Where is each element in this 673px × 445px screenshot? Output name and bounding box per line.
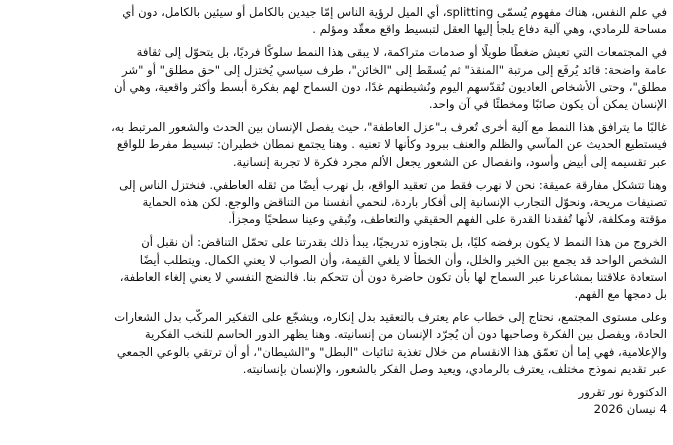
text-line: الحادة، ويفصل بين الفكرة وصاحبها دون أن يُجرّد الإنسان من إنسانيته. وهنا يظهر الدور الحاسم للنخب الفكرية [144, 327, 667, 342]
text-line: فيستطيع الحديث عن المآسي والظلم والعنف ببرود وكأنها لا تعنيه . وهنا يجتمع نمطان خطيران: تبسيط مفرط للواقع [116, 137, 667, 152]
text-line: في المجتمعات التي تعيش ضغطًا طويلًا أو صدمات متراكمة، لا يبقى هذا النمط سلوكًا فرديًا، بل يتحوّل إلى ثقافة [136, 45, 667, 60]
text-line: استعادة علاقتنا بمشاعرنا عبر السماح لها بأن تكون حاضرة دون أن تتحكم بنا. فالنضج النفسي لا يعني إلغاء العاطفة، [119, 269, 667, 284]
paragraph [6, 177, 667, 229]
text-line: عامة واضحة: قائد يُرفَع إلى مرتبة "المنقذ" ثم يُسقَط إلى "الخائن"، طرف سياسي يُختزل إلى "حق مطلق" أو "شر [122, 62, 667, 77]
publish-date: 4 نيسان 2026 [593, 402, 667, 417]
paragraph [6, 309, 667, 378]
article-body [6, 4, 667, 378]
paragraph [6, 4, 667, 38]
text-line: وعلى مستوى المجتمع، نحتاج إلى خطاب عام يعترف بالتعقيد بدل إنكاره، ويشجّع على التفكير المركّب بدل الشعارات [114, 310, 667, 325]
signature-block [6, 384, 667, 418]
text-line: غالبًا ما يترافق هذا النمط مع آلية أخرى تُعرف بـ"عزل العاطفة"، حيث يفصل الإنسان بين الحدث والشعور المرتبط به، [111, 120, 667, 135]
text-line: وهنا تتشكل مفارقة عميقة: نحن لا نهرب فقط من تعقيد الواقع، بل نهرب أيضًا من ثقله العاطفي. فنختزل الناس إلى [119, 177, 667, 192]
text-line: الإنسان يمكن أن يكون صائبًا ومخطئًا في آن واحد. [428, 97, 667, 112]
text-line: والإعلامية، فهي إما أن تعمّق هذا الانقسام من خلال تغذية ثنائيات "البطل" و"الشيطان"، أو أن ترتقي بالوعي الجمعي [116, 344, 667, 359]
text-line: الخروج من هذا النمط لا يكون برفضه كليًا، بل بتجاوزه تدريجيًا، يبدأ ذلك بقدرتنا على تحمّل التناقض: أن نقبل أن [141, 235, 667, 250]
text-line: تصنيفات مريحة، ونحوّل التجارب الإنسانية إلى أفكار باردة، لنحمي أنفسنا من التناقض والوجع. لكن هذه الحماية [142, 195, 667, 210]
paragraph [6, 44, 667, 113]
text-line: عبر تقديم نموذج مختلف، يعترف بالرمادي، ويعيد وصل الفكر بالشعور، والإنسان بإنسانيته. [242, 361, 667, 376]
text-line: مطلق"، وحتى الأشخاص العاديون نُقدّسهم اليوم ونُشيطنهم غدًا، دون السماح لهم بفكرة أبسط وأكثر واقعية، وهي أن [114, 79, 667, 94]
text-line: في علم النفس، هناك مفهوم يُسمّى splitting، أي الميل لرؤية الناس إمّا جيدين بالكامل أو سيئين بالكامل، دون أي [122, 5, 667, 19]
paragraph [6, 234, 667, 303]
text-line: بل دمجها مع الفهم. [574, 287, 667, 302]
text-line: عبر تقسيمه إلى أبيض وأسود، وانفصال عن الشعور يجعل الألم مجرد فكرة لا تجربة إنسانية. [232, 154, 667, 169]
author-name: الدكتورة نور تقرور [578, 385, 667, 400]
text-line: الشخص الواحد قد يجمع بين الخير والخلل، وأن الخطأ لا يلغي القيمة، وأن الصواب لا يعني الكمال. ويتطلب أيضًا [139, 252, 667, 267]
text-line: مساحة للرمادي، وهي آلية دفاع يلجأ إليها العقل لتبسيط واقع معقّد ومؤلم . [312, 22, 667, 37]
paragraph [6, 119, 667, 171]
text-line: مؤقتة ومكلفة، لأنها تُفقدنا القدرة على الفهم الحقيقي والتعاطف، وتُبقي وعينا سطحيًا ومجزأً. [228, 212, 667, 227]
